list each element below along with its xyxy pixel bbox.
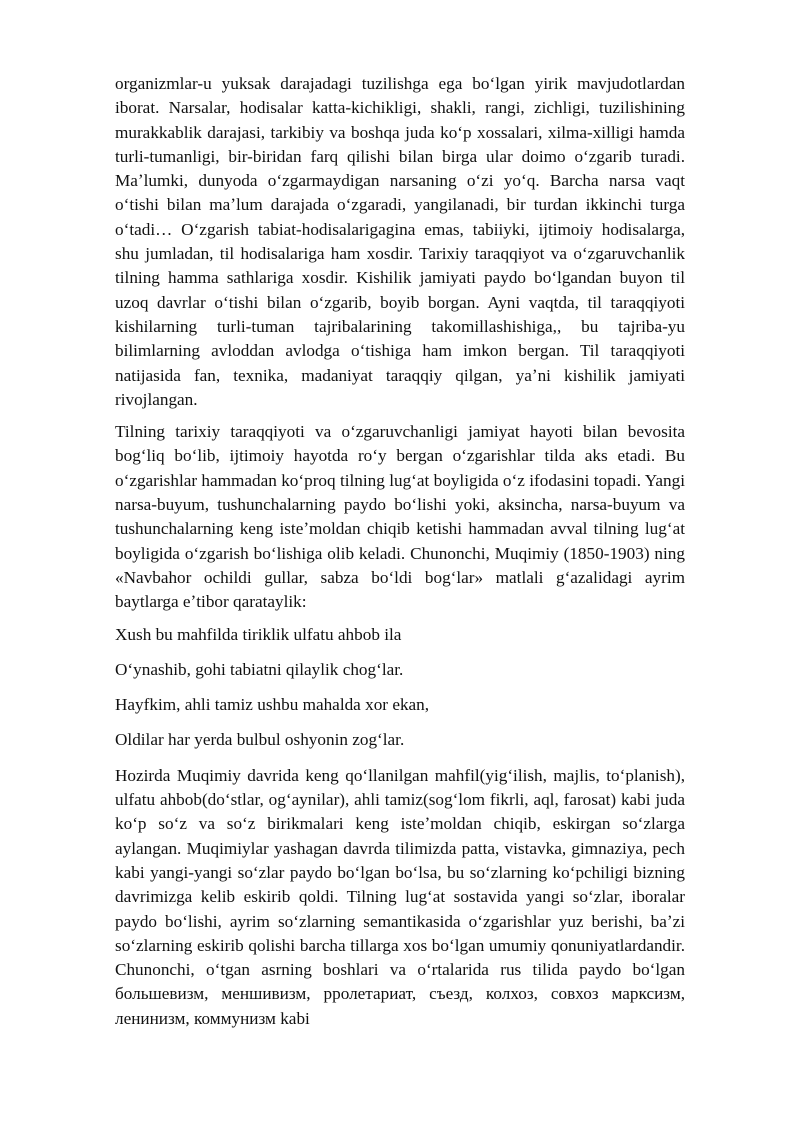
- paragraph-3: Hozirda Muqimiy davrida keng qoʻllanilgan mahfil(yigʻilish, majlis, toʻplanish), ulfatu ahbob(doʻstlar, ogʻaynilar), ahli tamiz(sogʻlom fikrli, aql, farosat) kabi juda koʻp soʻz va soʻz birikmalari keng isteʼmoldan chiqib, eskirgan soʻzlarga aylangan. Muqimiylar yashagan davrda tilimizda patta, vistavka, gimnaziya, pech kabi yangi-yangi soʻzlar paydo boʻlgan boʻlsa, bu soʻzlarning koʻpchiligi bizning davrimizga kelib eskirib qoldi. Tilning lugʻat sostavida yangi soʻzlar, iboralar paydo boʻlishi, ayrim soʻzlarning semantikasida oʻzgarishlar yuz berishi, baʼzi soʻzlarning eskirib qolishi barcha tillarga xos boʻlgan umumiy qonuniyatlardandir. Chunonchi, oʻtgan asrning boshlari va oʻrtalarida rus tilida paydo boʻlgan большевизм, меншивизм, рролетариат, съезд, колхоз, совхоз марксизм, ленинизм, коммунизм kabi: [115, 765, 685, 1028]
- verse-line-4: Oldilar har yerda bulbul oshyonin zogʻlar.: [115, 730, 405, 750]
- document-page: [115, 72, 685, 1039]
- verse-line-3: Hayfkim, ahli tamiz ushbu mahalda xor ekan,: [115, 695, 430, 715]
- paragraph-2: Tilning tarixiy taraqqiyoti va oʻzgaruvchanligi jamiyat hayoti bilan bevosita bogʻliq boʻlib, ijtimoiy hayotda roʻy bergan oʻzgarishlar tilda aks etadi. Bu oʻzgarishlar hammadan koʻproq tilning lugʻat boyligida oʻz ifodasini topadi. Yangi narsa-buyum, tushunchalarning paydo boʻlishi yoki, aksincha, narsa-buyum va tushunchalarning keng isteʼmoldan chiqib ketishi hammadan avval tilning lugʻat boyligida oʻzgarish boʻlishiga olib keladi. Chunonchi, Muqimiy (1850-1903) ning «Navbahor ochildi gullar, sabza boʻldi bogʻlar» matlali gʻazalidagi ayrim baytlarga eʼtibor qarataylik:: [115, 422, 685, 612]
- verse-line-1: Xush bu mahfilda tiriklik ulfatu ahbob ila: [115, 624, 402, 644]
- verse-line-2: Oʻynashib, gohi tabiatni qilaylik chogʻlar.: [115, 659, 404, 679]
- paragraph-1: organizmlar-u yuksak darajadagi tuzilishga ega boʻlgan yirik mavjudotlardan iborat. Narsalar, hodisalar katta-kichikligi, shakli, rangi, zichligi, tuzilishining murakkablik darajasi, tarkibiy va boshqa juda koʻp xossalari, xilma-xilligi hamda turli-tumanligi, bir-biridan farq qilishi bilan birga ular doimo oʻzgarib turadi. Maʼlumki, dunyoda oʻzgarmaydigan narsaning oʻzi yoʻq. Barcha narsa vaqt oʻtishi bilan maʼlum darajada oʻzgaradi, yangilanadi, bir turdan ikkinchi turga oʻtadi… Oʻzgarish tabiat-hodisalarigagina emas, tabiiyki, ijtimoiy hodisalarga, shu jumladan, til hodisalariga ham xosdir. Tarixiy taraqqiyot va oʻzgaruvchanlik tilning hamma sathlariga xosdir. Kishilik jamiyati paydo boʻlgandan buyon til uzoq davrlar oʻtishi bilan oʻzgarib, boyib borgan. Ayni vaqtda, til taraqqiyoti kishilarning turli-tuman tajribalarining takomillashishiga,, bu tajriba-yu bilimlarning avloddan avlodga oʻtishiga ham imkon bergan. Til taraqqiyoti natijasida fan, texnika, madaniyat taraqqiy qilgan, yaʼni kishilik jamiyati rivojlangan.: [115, 74, 685, 409]
